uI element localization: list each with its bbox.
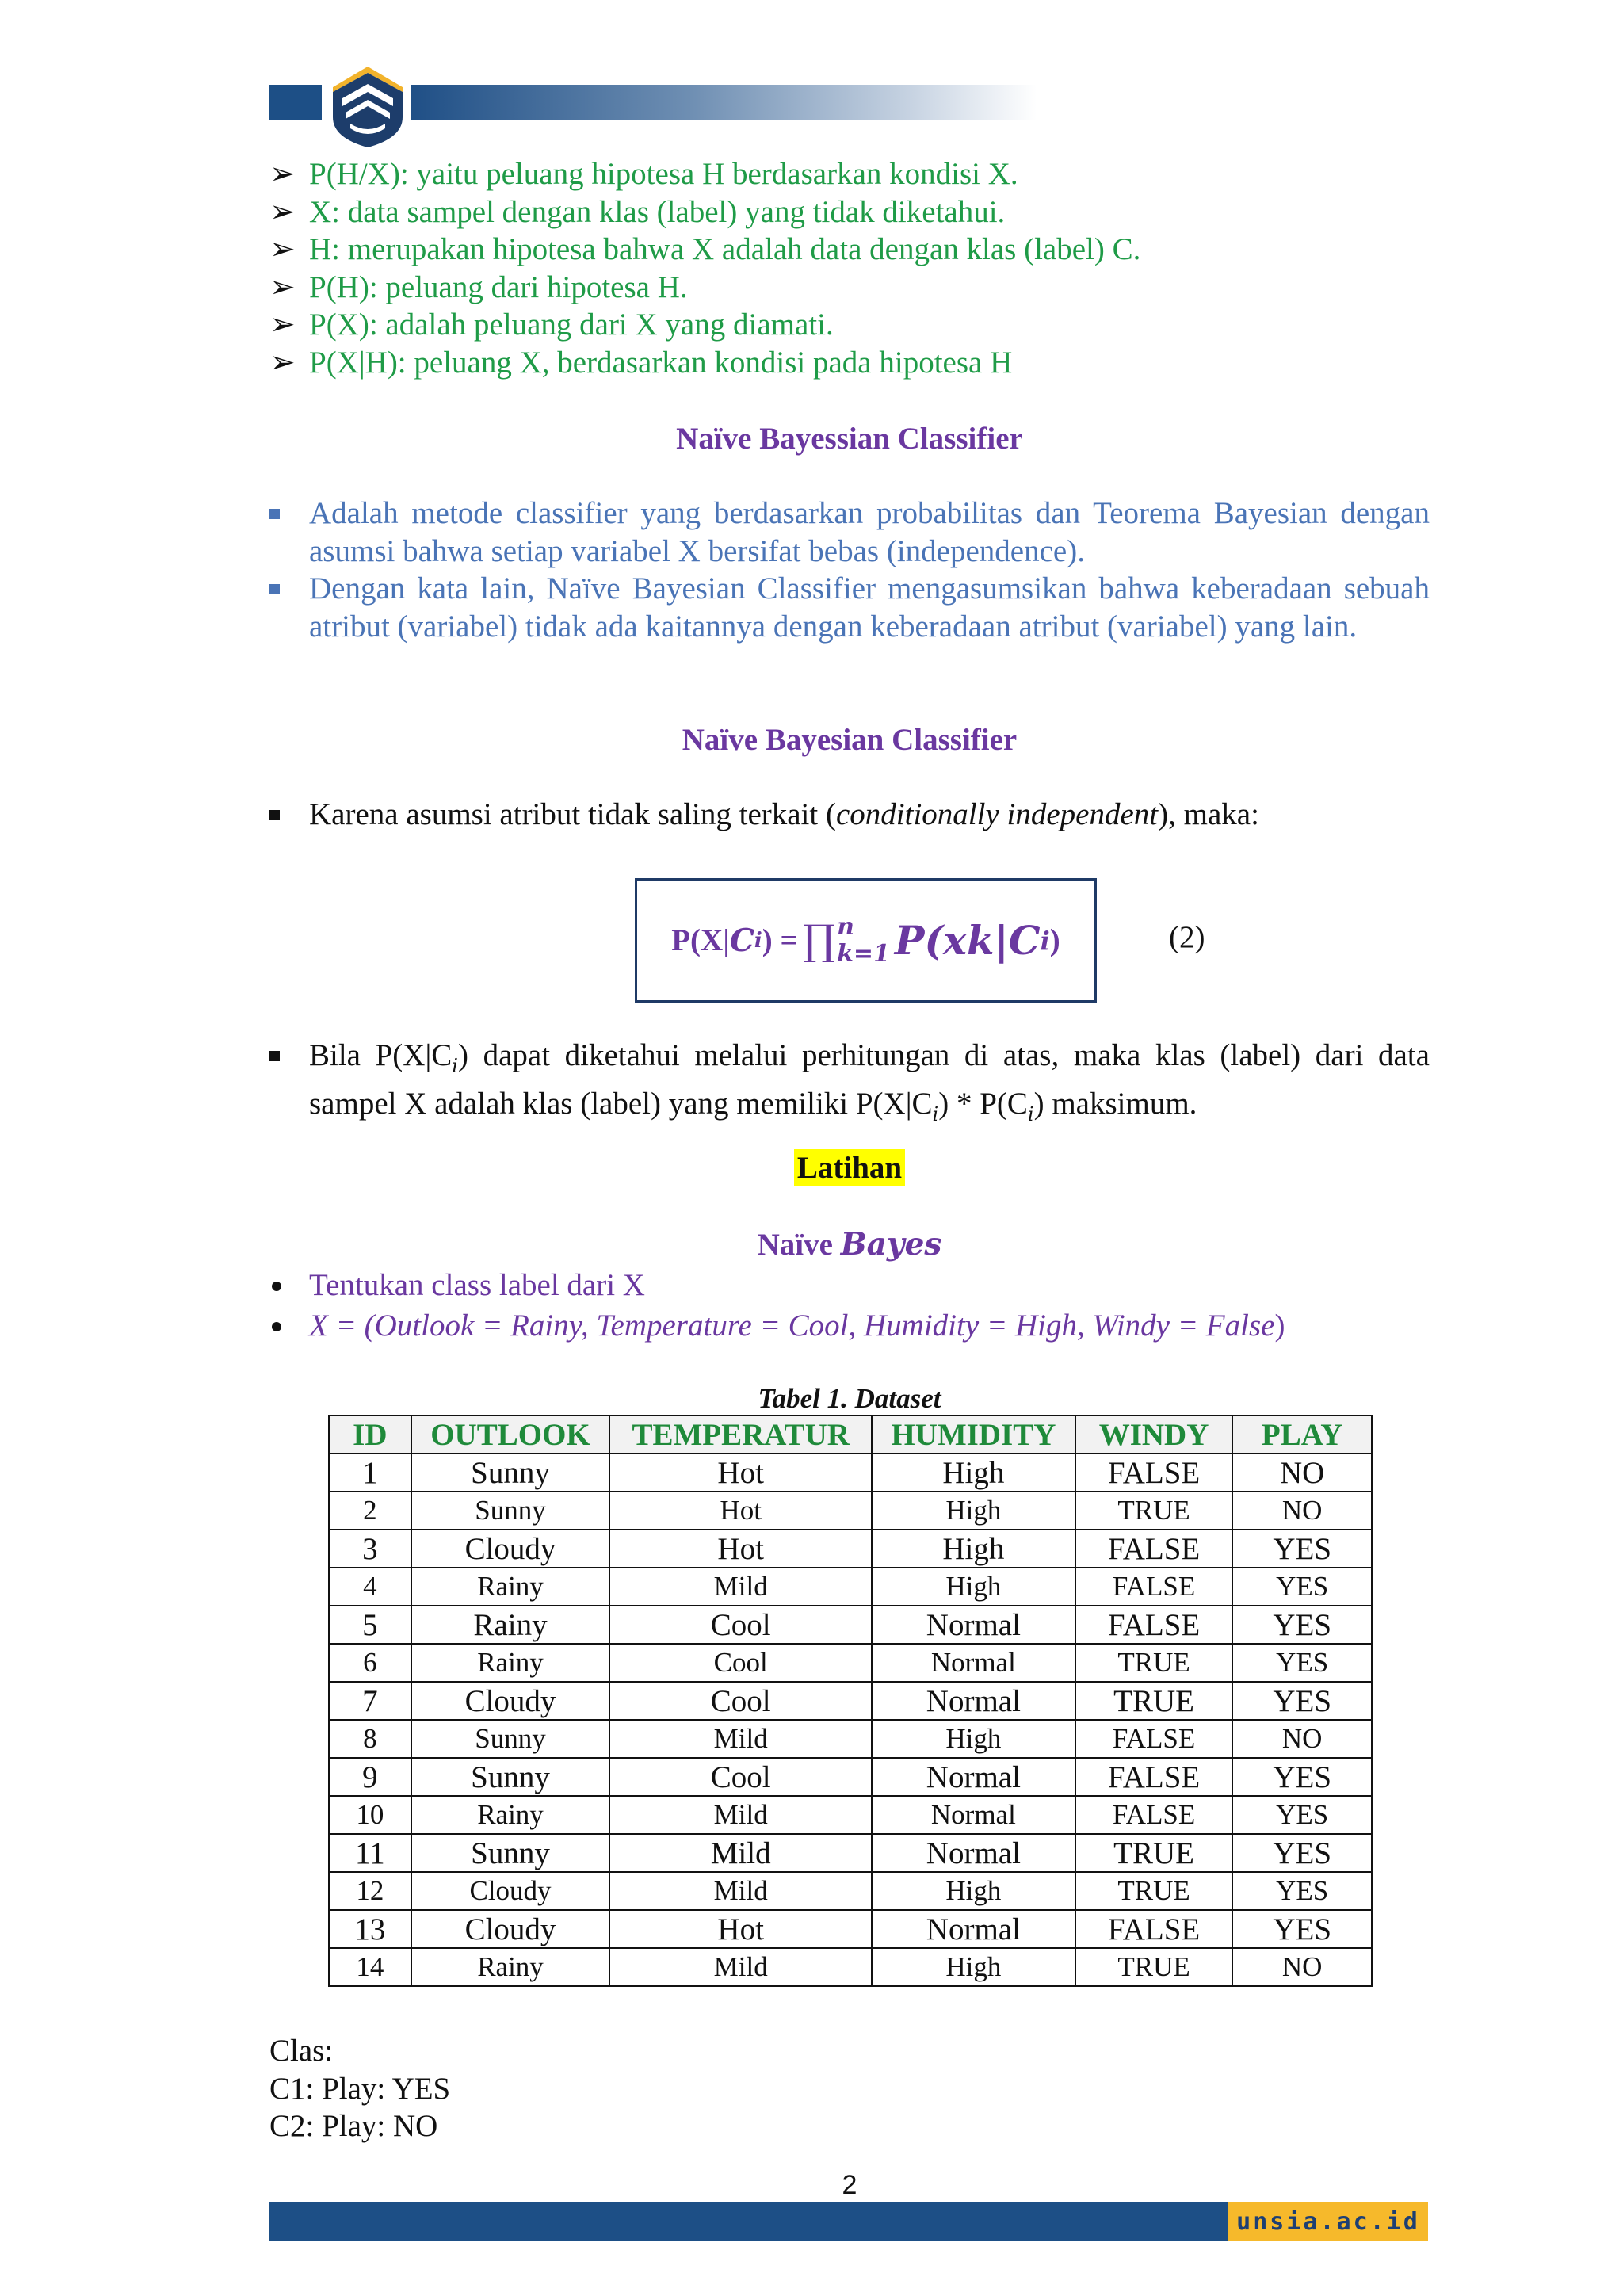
intro-text-end: ), maka: [1158,797,1259,831]
table-cell: FALSE [1075,1454,1233,1492]
table-cell: YES [1232,1872,1372,1910]
table-cell: High [872,1492,1075,1530]
table-cell: 12 [329,1872,411,1910]
table-cell: Hot [609,1454,872,1492]
definition-text: P(H): peluang dari hipotesa H. [309,269,688,304]
conclusion-text: ) * P(C [938,1087,1028,1121]
class-item: C1: Play: YES [269,2071,451,2106]
table-cell: 2 [329,1492,411,1530]
page-number: 2 [842,2170,857,2200]
arrow-bullet-icon: ➢ [269,345,296,380]
footer-bar [269,2202,1228,2241]
bullet-item [269,570,1430,645]
product-operator [803,914,890,968]
definition-text: X: data sampel dengan klas (label) yang tidak diketahui. [309,194,1006,229]
subtitle-italic-text: Bayes [840,1226,942,1263]
section1-bullets [269,495,1430,645]
definition-text: P(X): adalah peluang dari X yang diamati. [309,308,834,342]
table-row [329,1454,1372,1492]
bullet-item [269,1307,1430,1345]
latihan-label: Latihan [794,1149,905,1186]
table-cell: High [872,1872,1075,1910]
table-cell: Cloudy [411,1682,610,1720]
bullet-text: Dengan kata lain, Naïve Bayesian Classifier mengasumsikan bahwa keberadaan sebuah atribut (variabel) tidak ada kaitannya dengan keberadaan atribut (variabel) yang lain. [309,571,1430,644]
x-definition-close: ) [1274,1308,1285,1343]
table-row [329,1682,1372,1720]
table-cell: Cloudy [411,1910,610,1948]
table-cell: Hot [609,1910,872,1948]
table-cell: High [872,1948,1075,1986]
table-cell: 1 [329,1454,411,1492]
table-cell: TRUE [1075,1872,1233,1910]
table-cell: 6 [329,1644,411,1682]
table-row [329,1758,1372,1796]
table-cell: 13 [329,1910,411,1948]
definition-item [269,306,1434,344]
square-bullet-icon [269,509,280,519]
formula-lhs: P(X| [671,923,730,957]
table-row [329,1834,1372,1872]
intro-text: Karena asumsi atribut tidak saling terkait ( [309,797,836,831]
table-cell: Sunny [411,1720,610,1758]
square-bullet-icon [269,584,280,594]
table-cell: High [872,1568,1075,1606]
latihan-subtitle [136,1226,1563,1264]
conclusion-text: ) dapat diketahui melalui perhitungan di atas, maka klas (label) dari data sampel X adalah klas (label) yang memiliki P(X|C [309,1038,1430,1121]
conclusion-text: Bila P(X|C [309,1038,453,1072]
table-cell: Normal [872,1796,1075,1834]
table-cell: FALSE [1075,1796,1233,1834]
intro-italic-text: conditionally independent [835,797,1159,831]
table-cell: NO [1232,1454,1372,1492]
table-cell: YES [1232,1530,1372,1568]
conclusion-subscript: i [452,1054,458,1077]
formula-subscript: i [754,928,762,953]
table-cell: NO [1232,1948,1372,1986]
table-cell: FALSE [1075,1758,1233,1796]
formula-subscript: i [1040,925,1050,956]
table-cell: Rainy [411,1606,610,1644]
arrow-bullet-icon: ➢ [269,157,296,191]
conclusion-subscript: i [1027,1103,1034,1126]
table-cell: Hot [609,1530,872,1568]
table-row [329,1948,1372,1986]
table-cell: YES [1232,1910,1372,1948]
table-cell: FALSE [1075,1910,1233,1948]
product-upper-limit: n [837,912,854,941]
definition-item [269,155,1434,193]
table-row [329,1568,1372,1606]
table-caption: Tabel 1. Dataset [758,1383,941,1414]
definition-text: H: merupakan hipotesa bahwa X adalah data dengan klas (label) C. [309,232,1141,266]
table-cell: 14 [329,1948,411,1986]
table-row [329,1606,1372,1644]
formula-lhs-close: ) = [762,923,798,957]
x-definition-text: X = (Outlook = Rainy, Temperature = Cool, Humidity = High, Windy = False [309,1308,1275,1343]
table-cell: High [872,1454,1075,1492]
definition-list [269,155,1434,381]
table-cell: Sunny [411,1454,610,1492]
table-cell: YES [1232,1568,1372,1606]
table-cell: Sunny [411,1758,610,1796]
table-cell: Cool [609,1682,872,1720]
bullet-item [269,796,1430,834]
table-cell: TRUE [1075,1834,1233,1872]
task-text: Tentukan class label dari X [309,1268,645,1302]
square-bullet-icon [269,1051,280,1061]
product-limits [837,914,890,968]
table-cell: Normal [872,1644,1075,1682]
table-cell: FALSE [1075,1606,1233,1644]
table-cell: Hot [609,1492,872,1530]
table-cell: 9 [329,1758,411,1796]
class-item: C2: Play: NO [269,2109,438,2143]
table-cell: Sunny [411,1492,610,1530]
column-header: WINDY [1075,1415,1233,1454]
header-bar-gradient [411,85,1037,120]
section2-intro [269,796,1430,834]
table-cell: FALSE [1075,1568,1233,1606]
table-cell: YES [1232,1644,1372,1682]
arrow-bullet-icon: ➢ [269,194,296,229]
class-item: Clas: [269,2034,334,2068]
table-cell: Normal [872,1606,1075,1644]
table-cell: 11 [329,1834,411,1872]
table-cell: YES [1232,1796,1372,1834]
footer-site-link[interactable] [1228,2202,1428,2241]
table-cell: TRUE [1075,1644,1233,1682]
column-header: OUTLOOK [411,1415,610,1454]
table-cell: TRUE [1075,1682,1233,1720]
latihan-list [269,1266,1430,1344]
table-cell: Cloudy [411,1872,610,1910]
latihan-heading [136,1149,1563,1187]
table-cell: Cool [609,1644,872,1682]
equation-number: (2) [1169,920,1205,954]
arrow-bullet-icon: ➢ [269,308,296,342]
bullet-text: Adalah metode classifier yang berdasarkan probabilitas dan Teorema Bayesian dengan asumsi bahwa setiap variabel X bersifat bebas (independence). [309,496,1430,568]
dot-bullet-icon [272,1282,281,1291]
table-row [329,1910,1372,1948]
class-list [269,2032,903,2145]
formula-rhs: P(xk|C [894,917,1041,964]
column-header: ID [329,1415,411,1454]
table-row [329,1530,1372,1568]
table-cell: Mild [609,1796,872,1834]
table-cell: Mild [609,1834,872,1872]
product-lower-limit: k=1 [837,939,890,968]
bullet-item [269,1266,1430,1305]
arrow-bullet-icon: ➢ [269,269,296,304]
table-cell: YES [1232,1606,1372,1644]
table-row [329,1796,1372,1834]
table-cell: High [872,1530,1075,1568]
table-cell: Rainy [411,1948,610,1986]
definition-text: P(X|H): peluang X, berdasarkan kondisi pada hipotesa H [309,345,1013,380]
conclusion-text: ) maksimum. [1033,1087,1197,1121]
table-row [329,1720,1372,1758]
table-cell: Rainy [411,1568,610,1606]
table-row [329,1644,1372,1682]
column-header: HUMIDITY [872,1415,1075,1454]
product-symbol: ∏ [802,916,836,965]
table-cell: FALSE [1075,1720,1233,1758]
table-cell: YES [1232,1758,1372,1796]
header-bar-block [269,85,322,120]
table-cell: 10 [329,1796,411,1834]
table-header-row [329,1415,1372,1454]
dataset-table [328,1415,1373,1987]
definition-item [269,344,1434,382]
bullet-item [269,1037,1430,1134]
unsia-logo-icon [327,62,409,151]
definition-item [269,269,1434,307]
table-cell: NO [1232,1720,1372,1758]
definition-text: P(H/X): yaitu peluang hipotesa H berdasarkan kondisi X. [309,157,1018,191]
table-cell: Rainy [411,1796,610,1834]
table-cell: Cool [609,1758,872,1796]
footer-site-text: unsia.ac.id [1236,2207,1420,2236]
table-cell: Normal [872,1758,1075,1796]
arrow-bullet-icon: ➢ [269,232,296,266]
table-cell: NO [1232,1492,1372,1530]
formula-rhs-close: ) [1049,923,1060,957]
table-cell: Mild [609,1872,872,1910]
table-cell: 8 [329,1720,411,1758]
table-cell: TRUE [1075,1492,1233,1530]
table-cell: Normal [872,1910,1075,1948]
subtitle-text: Naïve [757,1228,833,1262]
table-cell: 5 [329,1606,411,1644]
table-cell: FALSE [1075,1530,1233,1568]
section-heading: Naïve Bayessian Classifier [676,422,1023,456]
bullet-item [269,495,1430,570]
table-row [329,1872,1372,1910]
column-header: TEMPERATUR [609,1415,872,1454]
table-cell: Rainy [411,1644,610,1682]
dot-bullet-icon [272,1322,281,1331]
table-cell: High [872,1720,1075,1758]
table-cell: 4 [329,1568,411,1606]
table-cell: Normal [872,1834,1075,1872]
table-row [329,1492,1372,1530]
definition-item [269,231,1434,269]
table-cell: Normal [872,1682,1075,1720]
table-cell: Sunny [411,1834,610,1872]
table-cell: Mild [609,1948,872,1986]
section-heading: Naïve Bayesian Classifier [682,723,1018,757]
table-cell: 7 [329,1682,411,1720]
table-cell: YES [1232,1834,1372,1872]
formula-class-symbol: C [729,922,754,959]
table-cell: 3 [329,1530,411,1568]
column-header: PLAY [1232,1415,1372,1454]
table-cell: YES [1232,1682,1372,1720]
table-cell: TRUE [1075,1948,1233,1986]
table-cell: Mild [609,1720,872,1758]
table-cell: Mild [609,1568,872,1606]
section2-conclusion [269,1037,1430,1134]
square-bullet-icon [269,810,280,820]
table-cell: Cloudy [411,1530,610,1568]
conclusion-subscript: i [932,1103,939,1126]
table-cell: Cool [609,1606,872,1644]
bayes-formula [635,878,1097,1003]
definition-item [269,193,1434,231]
